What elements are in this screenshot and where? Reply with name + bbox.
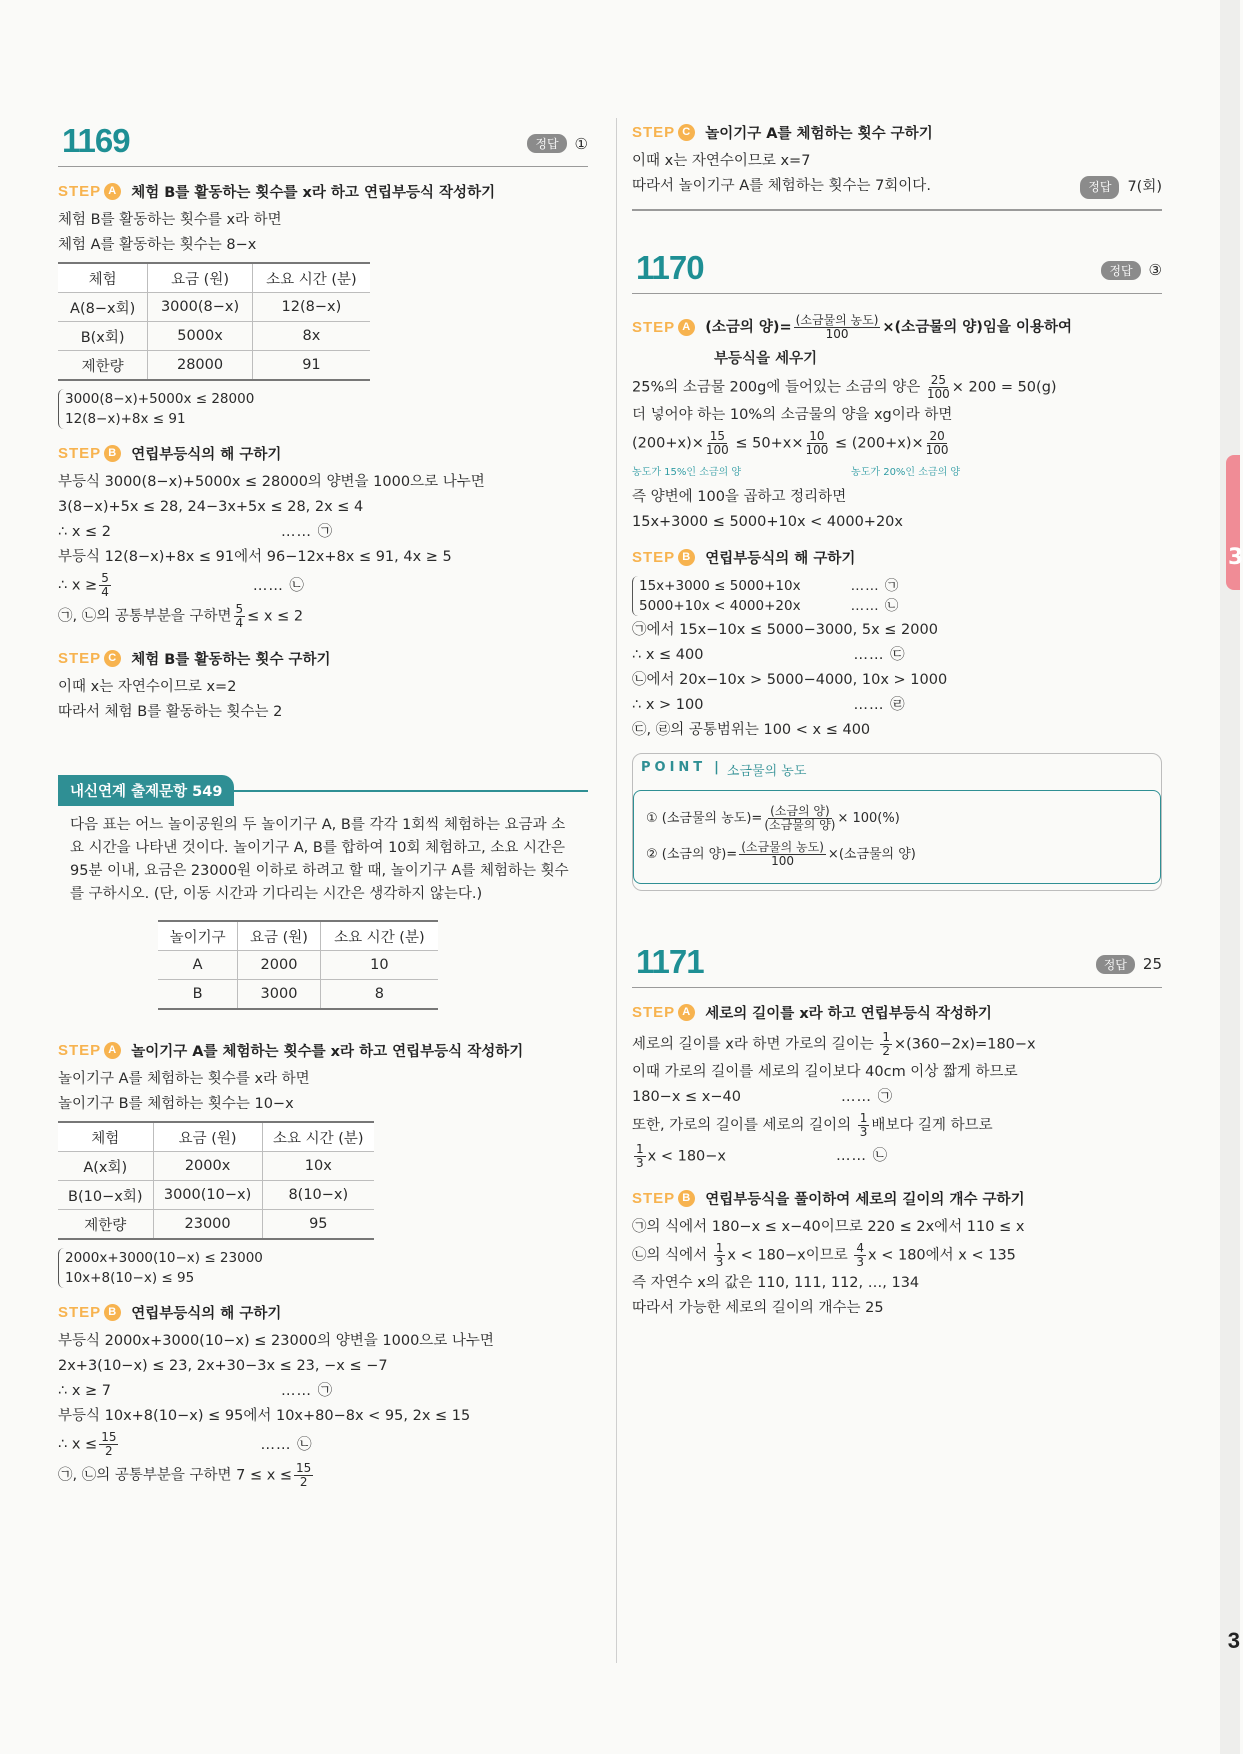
text-line: ∴ x ≥ $\frac{5}{4}$ …… ㉡ [58, 571, 305, 599]
text-line: 15x+3000 ≤ 5000+10x < 4000+20x [632, 513, 903, 530]
inequality-system: 15x+3000 ≤ 5000+10x …… ㉠ 5000+10x < 4000+20x …… ㉡ [632, 576, 1162, 616]
step-a: STEP A 놀이기구 A를 체험하는 횟수를 x라 하고 연립부등식 작성하기 [58, 1042, 524, 1060]
ride-table: 놀이기구 요금 (원) 소요 시간 (분) A 2000 10 B 3000 8 [158, 920, 438, 1010]
text-line: ∴ x ≤ 2 …… ㉠ [58, 524, 334, 540]
text-line: 이때 x는 자연수이므로 x=2 [58, 679, 237, 695]
text-line: ∴ x ≥ 7 …… ㉠ [58, 1383, 334, 1399]
answer: 정답 7(회) [1080, 176, 1162, 199]
text-line: ㉡의 식에서 $\frac{1}{3}$ x < 180−x이므로 $\frac{4}{3}$ x < 180에서 x < 135 [632, 1240, 1016, 1269]
text-line: 따라서 놀이기구 A를 체험하는 횟수는 7회이다. 정답 7(회) [632, 176, 1162, 197]
problem-number: 1170 [636, 248, 704, 286]
text-line: 놀이기구 A를 체험하는 횟수를 x라 하면 [58, 1071, 310, 1087]
column-divider [616, 118, 617, 1663]
step-title: 체험 B를 활동하는 횟수를 x라 하고 연립부등식 작성하기 [131, 185, 496, 201]
step-a: STEP A 세로의 길이를 x라 하고 연립부등식 작성하기 [632, 1003, 992, 1022]
problem-header-1171 [632, 939, 1162, 988]
text-line: 즉 자연수 x의 값은 110, 111, 112, …, 134 [632, 1274, 920, 1291]
problem-header-1169 [58, 118, 588, 167]
text-line: ㉡에서 20x−10x > 5000−4000, 10x > 1000 [632, 671, 948, 688]
answer: 정답 25 [1096, 955, 1162, 974]
text-line: 즉 양변에 100을 곱하고 정리하면 [632, 488, 847, 505]
page-number: 3 [1227, 1628, 1240, 1653]
text-line: 따라서 가능한 세로의 길이의 개수는 25 [632, 1299, 884, 1316]
annotation-line: 농도가 15%인 소금의 양 농도가 20%인 소금의 양 [632, 466, 961, 478]
text-line: 부등식 10x+8(10−x) ≤ 95에서 10x+80−8x < 95, 2x ≤ 15 [58, 1408, 471, 1424]
step-b: STEP B 연립부등식의 해 구하기 [58, 1304, 282, 1322]
problem-number: 1169 [62, 122, 130, 159]
related-problem-header: 내신연계 출제문항 549 [58, 775, 588, 806]
step-b: STEP B 연립부등식의 해 구하기 [632, 548, 856, 567]
answer-value: ① [574, 134, 588, 153]
text-line: ㉠의 식에서 180−x ≤ x−40이므로 220 ≤ 2x에서 110 ≤ x [632, 1218, 1025, 1235]
text-line: 부등식 3000(8−x)+5000x ≤ 28000의 양변을 1000으로 나누면 [58, 474, 485, 490]
step-c: STEP C 놀이기구 A를 체험하는 횟수 구하기 [632, 124, 933, 142]
text-line: 또한, 가로의 길이를 세로의 길이의 $\frac{1}{3}$ 배보다 길게 하므로 [632, 1110, 993, 1139]
step-b: STEP B 연립부등식을 풀이하여 세로의 길이의 개수 구하기 [632, 1189, 1025, 1208]
text-line: 180−x ≤ x−40 …… ㉠ [632, 1088, 894, 1105]
text-line: ㉠, ㉡의 공통부분을 구하면 $\frac{5}{4}$ ≤ x ≤ 2 [58, 602, 304, 630]
inequality-line: (200+x)× $\frac{15}{100}$ ≤ 50+x× $\frac{10}{100}$ ≤ (200+x)× $\frac{20}{100}$ [632, 428, 949, 457]
step-b: STEP B 연립부등식의 해 구하기 [58, 445, 282, 463]
text-line: ㉠, ㉡의 공통부분을 구하면 7 ≤ x ≤ $\frac{15}{2}$ [58, 1461, 312, 1489]
text-line: 25%의 소금물 200g에 들어있는 소금의 양은 $\frac{25}{100}$ × 200 = 50(g) [632, 372, 1057, 401]
problem-number: 1171 [636, 942, 704, 980]
ride-count-table: 체험 요금 (원) 소요 시간 (분) A(x회) 2000x 10x B(10−x회) 3000(10−x) 8(10−x) 제한량 23000 95 [58, 1121, 374, 1240]
page-edge [1220, 0, 1240, 1754]
answer-badge: 정답 [527, 134, 566, 153]
text-line: ∴ x ≤ 400 …… ㉢ [632, 646, 906, 663]
step-c: STEP C 체험 B를 활동하는 횟수 구하기 [58, 650, 331, 668]
related-question: 다음 표는 어느 놀이공원의 두 놀이기구 A, B를 각각 1회씩 체험하는 요금과 소요 시간을 나타낸 것이다. 놀이기구 A, B를 합하여 10회 체험하고, 소요 시간은 95분 이내, 요금은 23000원 이하로 하려고 할 때, 놀이기구 A를 체험하는 횟수를 구하시오. (단, 이동 시간과 기다리는 시간은 생각하지 않는다.) [70, 817, 569, 902]
step-a [58, 181, 588, 202]
answer: 정답 ③ [1101, 261, 1162, 280]
inequality-system: 3000(8−x)+5000x ≤ 28000 12(8−x)+8x ≤ 91 [58, 389, 588, 429]
text-line: ㉠에서 15x−10x ≤ 5000−3000, 5x ≤ 2000 [632, 621, 938, 638]
fee-table: 체험 요금 (원) 소요 시간 (분) A(8−x회) 3000(8−x) 12(8−x) B(x회) 5000x 8x 제한량 28000 91 [58, 262, 370, 381]
text-line: $\frac{1}{3}$ x < 180−x …… ㉡ [636, 1141, 889, 1170]
text-line: ∴ x ≤ $\frac{15}{2}$ …… ㉡ [58, 1430, 313, 1458]
text-line: 따라서 체험 B를 활동하는 횟수는 2 [58, 704, 283, 720]
divider [632, 209, 1162, 211]
step-title-line2: 부등식을 세우기 [714, 350, 818, 367]
text-line: 체험 B를 활동하는 횟수를 x라 하면 [58, 212, 282, 228]
text-line: 세로의 길이를 x라 하면 가로의 길이는 $\frac{1}{2}$ ×(360−2x)=180−x [632, 1029, 1036, 1058]
text-line: 부등식 12(8−x)+8x ≤ 91에서 96−12x+8x ≤ 91, 4x ≥ 5 [58, 549, 452, 565]
point-box: POINT | 소금물의 농도 ① (소금물의 농도)= (소금의 양) (소금물의 양) × 100(%) ② (소금의 양)= (소금물의 농도) 100 ×(소금물의 양) [632, 753, 1162, 891]
text-line: 더 넣어야 하는 10%의 소금물의 양을 xg이라 하면 [632, 406, 953, 423]
text-line: 부등식 2000x+3000(10−x) ≤ 23000의 양변을 1000으로 나누면 [58, 1333, 494, 1349]
inequality-system: 2000x+3000(10−x) ≤ 23000 10x+8(10−x) ≤ 95 [58, 1248, 588, 1288]
problem-header-1170 [632, 245, 1162, 294]
step-tag: STEP A [58, 183, 121, 200]
text-line: 2x+3(10−x) ≤ 23, 2x+30−3x ≤ 23, −x ≤ −7 [58, 1358, 388, 1374]
text-line: 3(8−x)+5x ≤ 28, 24−3x+5x ≤ 28, 2x ≤ 4 [58, 499, 364, 515]
text-line: ㉢, ㉣의 공통범위는 100 < x ≤ 400 [632, 721, 871, 738]
chapter-tab: 3 [1226, 455, 1240, 590]
text-line: 이때 x는 자연수이므로 x=7 [632, 153, 811, 169]
text-line: ∴ x > 100 …… ㉣ [632, 696, 906, 713]
text-line: 체험 A를 활동하는 횟수는 8−x [58, 237, 257, 253]
left-column [58, 118, 588, 1493]
answer [527, 134, 588, 153]
text-line: 이때 가로의 길이를 세로의 길이보다 40cm 이상 짧게 하므로 [632, 1063, 1018, 1080]
step-a: STEP A (소금의 양)= (소금물의 농도) 100 ×(소금물의 양)임을 이용하여 [632, 312, 1072, 341]
text-line: 놀이기구 B를 체험하는 횟수는 10−x [58, 1096, 294, 1112]
right-column [632, 118, 1162, 1323]
